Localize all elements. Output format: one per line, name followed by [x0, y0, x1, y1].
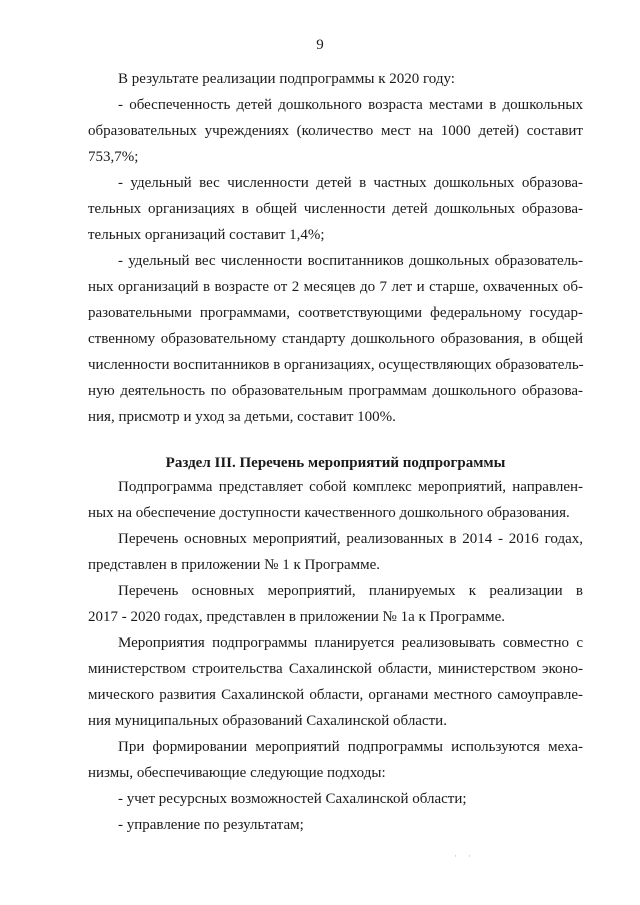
text-line: При формировании мероприятий подпрограммы используются меха-: [118, 739, 583, 755]
text-line: ственному образовательному стандарту дошкольного образования, в общей: [88, 331, 583, 347]
scan-speck: ·: [454, 851, 457, 861]
list-item-resources: [88, 786, 583, 812]
scan-speck: ·: [468, 851, 471, 861]
text-line: - обеспеченность детей дошкольного возраста местами в дошкольных: [118, 97, 583, 113]
text-line: 753,7%;: [88, 149, 139, 165]
paragraph-measures-2014: [88, 526, 583, 578]
text-block-bottom: [88, 474, 583, 838]
text-line: 2017 - 2020 годах, представлен в приложении № 1а к Программе.: [88, 609, 506, 625]
text-line: министерством строительства Сахалинской области, министерством эконо-: [88, 661, 583, 677]
list-item-results: [88, 812, 583, 838]
paragraph-joint-implementation: [88, 630, 583, 734]
paragraph-bullet-3: [88, 248, 583, 430]
text-block-top: [88, 66, 583, 430]
text-line: численности воспитанников в организациях, осуществляющих образователь-: [88, 357, 584, 373]
paragraph-mechanisms: [88, 734, 583, 786]
text-line: Перечень основных мероприятий, реализованных в 2014 - 2016 годах,: [118, 531, 583, 547]
text-line: ния муниципальных образований Сахалинской области.: [88, 713, 447, 729]
text-line: ния, присмотр и уход за детьми, составит 100%.: [88, 409, 396, 425]
text-line: ных на обеспечение доступности качественного дошкольного образования.: [88, 505, 570, 521]
paragraph-measures-2017: [88, 578, 583, 630]
text-line: тельных организациях в общей численности детей дошкольных образова-: [88, 201, 583, 217]
text-line: представлен в приложении № 1 к Программе.: [88, 557, 381, 573]
text-line: образовательных учреждениях (количество мест на 1000 детей) составит: [88, 123, 583, 139]
paragraph-bullet-2: [88, 170, 583, 248]
text-line: тельных организаций составит 1,4%;: [88, 227, 325, 243]
text-line: Мероприятия подпрограммы планируется реализовывать совместно с: [118, 635, 583, 651]
section-heading: Раздел III. Перечень мероприятий подпрограммы: [165, 455, 506, 471]
paragraph-bullet-1: [88, 92, 583, 170]
text-line: - удельный вес численности детей в частных дошкольных образова-: [118, 175, 583, 191]
text-line: разовательными программами, соответствующими федеральному государ-: [88, 305, 583, 321]
text-line: - учет ресурсных возможностей Сахалинской области;: [118, 791, 467, 807]
text-line: мического развития Сахалинской области, органами местного самоуправле-: [88, 687, 583, 703]
intro-line: В результате реализации подпрограммы к 2020 году:: [118, 71, 455, 87]
text-line: - управление по результатам;: [118, 817, 304, 833]
paragraph-description: [88, 474, 583, 526]
page-number: 9: [316, 37, 324, 53]
text-line: - удельный вес численности воспитанников дошкольных образователь-: [118, 253, 583, 269]
text-line: ных организаций в возрасте от 2 месяцев до 7 лет и старше, охваченных об-: [88, 279, 583, 295]
text-line: ную деятельность по образовательным программам дошкольного образова-: [88, 383, 583, 399]
text-line: низмы, обеспечивающие следующие подходы:: [88, 765, 386, 781]
text-line: Перечень основных мероприятий, планируемых к реализации в: [118, 583, 583, 599]
text-line: Подпрограмма представляет собой комплекс мероприятий, направлен-: [118, 479, 583, 495]
